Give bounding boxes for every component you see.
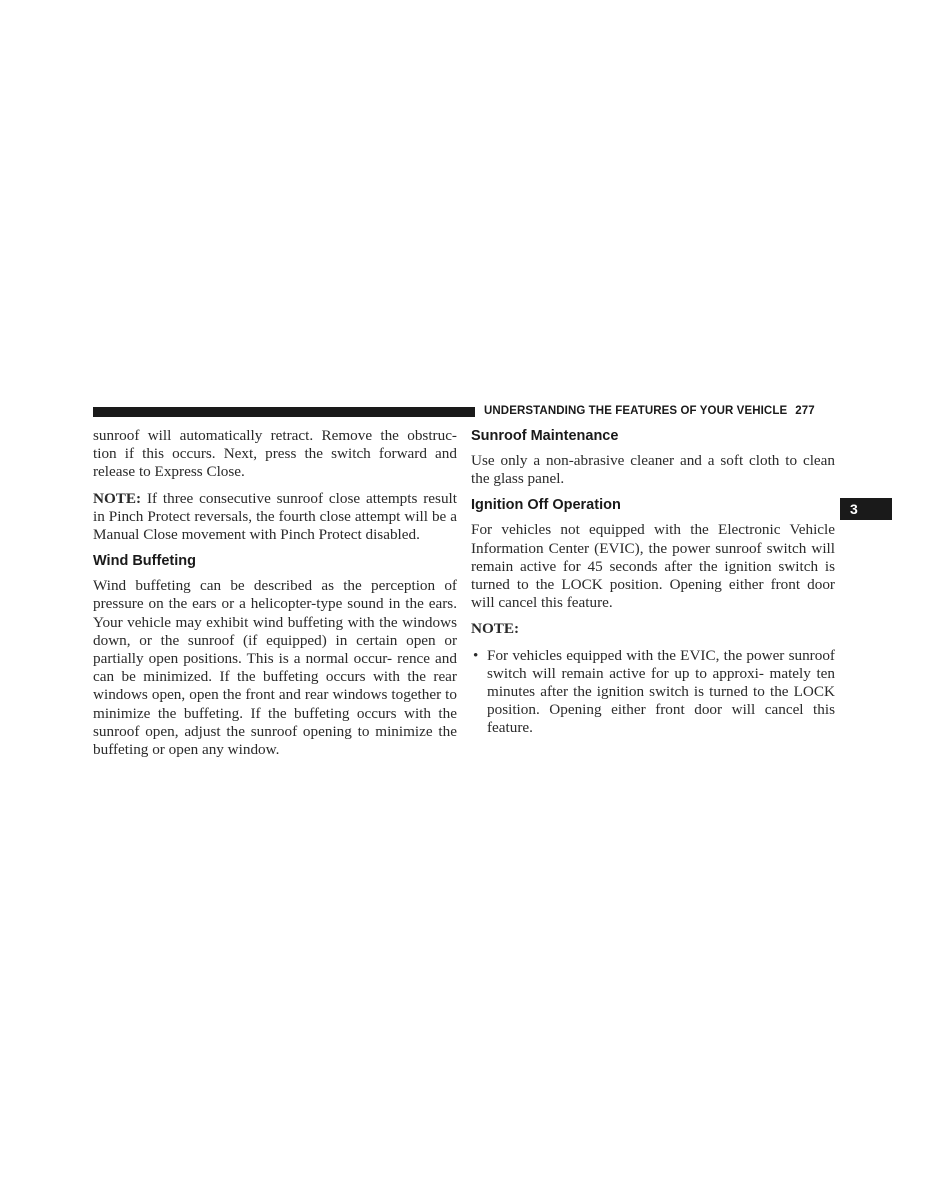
ignition-off-heading: Ignition Off Operation (471, 497, 621, 514)
list-item-text: For vehicles equipped with the EVIC, the power sunroof switch will remain active for up to approxi- mately ten minutes after the ignition switch is turned to the LOCK position. Opening either front door will cancel this feature. (487, 646, 835, 737)
bullet-icon: • (473, 646, 479, 664)
note-heading (471, 620, 835, 638)
note-label: NOTE: (93, 489, 142, 507)
ignition-off-paragraph: For vehicles not equipped with the Electronic Vehicle Information Center (EVIC), the power sunroof switch will remain active for 45 seconds after the ignition switch is turned to the LOCK position. Opening either front door will cancel this feature. (471, 521, 835, 612)
sunroof-maintenance-paragraph: Use only a non-abrasive cleaner and a soft cloth to clean the glass panel. (471, 452, 835, 488)
chapter-tab-label: 3 (850, 501, 858, 517)
continuation-paragraph: sunroof will automatically retract. Remove the obstruc- tion if this occurs. Next, press the switch forward and release to Express Close. (93, 427, 457, 481)
running-header (484, 405, 836, 417)
wind-buffeting-heading: Wind Buffeting (93, 553, 196, 570)
left-column (93, 427, 457, 767)
right-column (471, 427, 835, 738)
header-rule (93, 407, 475, 417)
pinch-protect-note (93, 490, 457, 545)
list-item (471, 647, 835, 738)
header-title: UNDERSTANDING THE FEATURES OF YOUR VEHICLE (484, 405, 788, 417)
note-text: If three consecutive sunroof close attempts result in Pinch Protect reversals, the fourth close attempt will be a Manual Close movement with Pinch Protect disabled. (93, 489, 457, 544)
page-number: 277 (795, 405, 815, 417)
wind-buffeting-paragraph: Wind buffeting can be described as the perception of pressure on the ears or a helicopter-type sound in the ears. Your vehicle may exhibit wind buffeting with the windows down, or the sunroof (if equipped) in certain open or partially open positions. This is a normal occur- rence and can be minimized. If the buffeting occurs with the rear windows open, open the front and rear windows together to minimize the buffeting. If the buffeting occurs with the sunroof open, adjust the sunroof opening to minimize the buffeting or open any window. (93, 577, 457, 759)
chapter-tab (840, 498, 892, 520)
note-label: NOTE: (471, 620, 520, 638)
sunroof-maintenance-heading: Sunroof Maintenance (471, 428, 619, 444)
note-list (471, 647, 835, 738)
